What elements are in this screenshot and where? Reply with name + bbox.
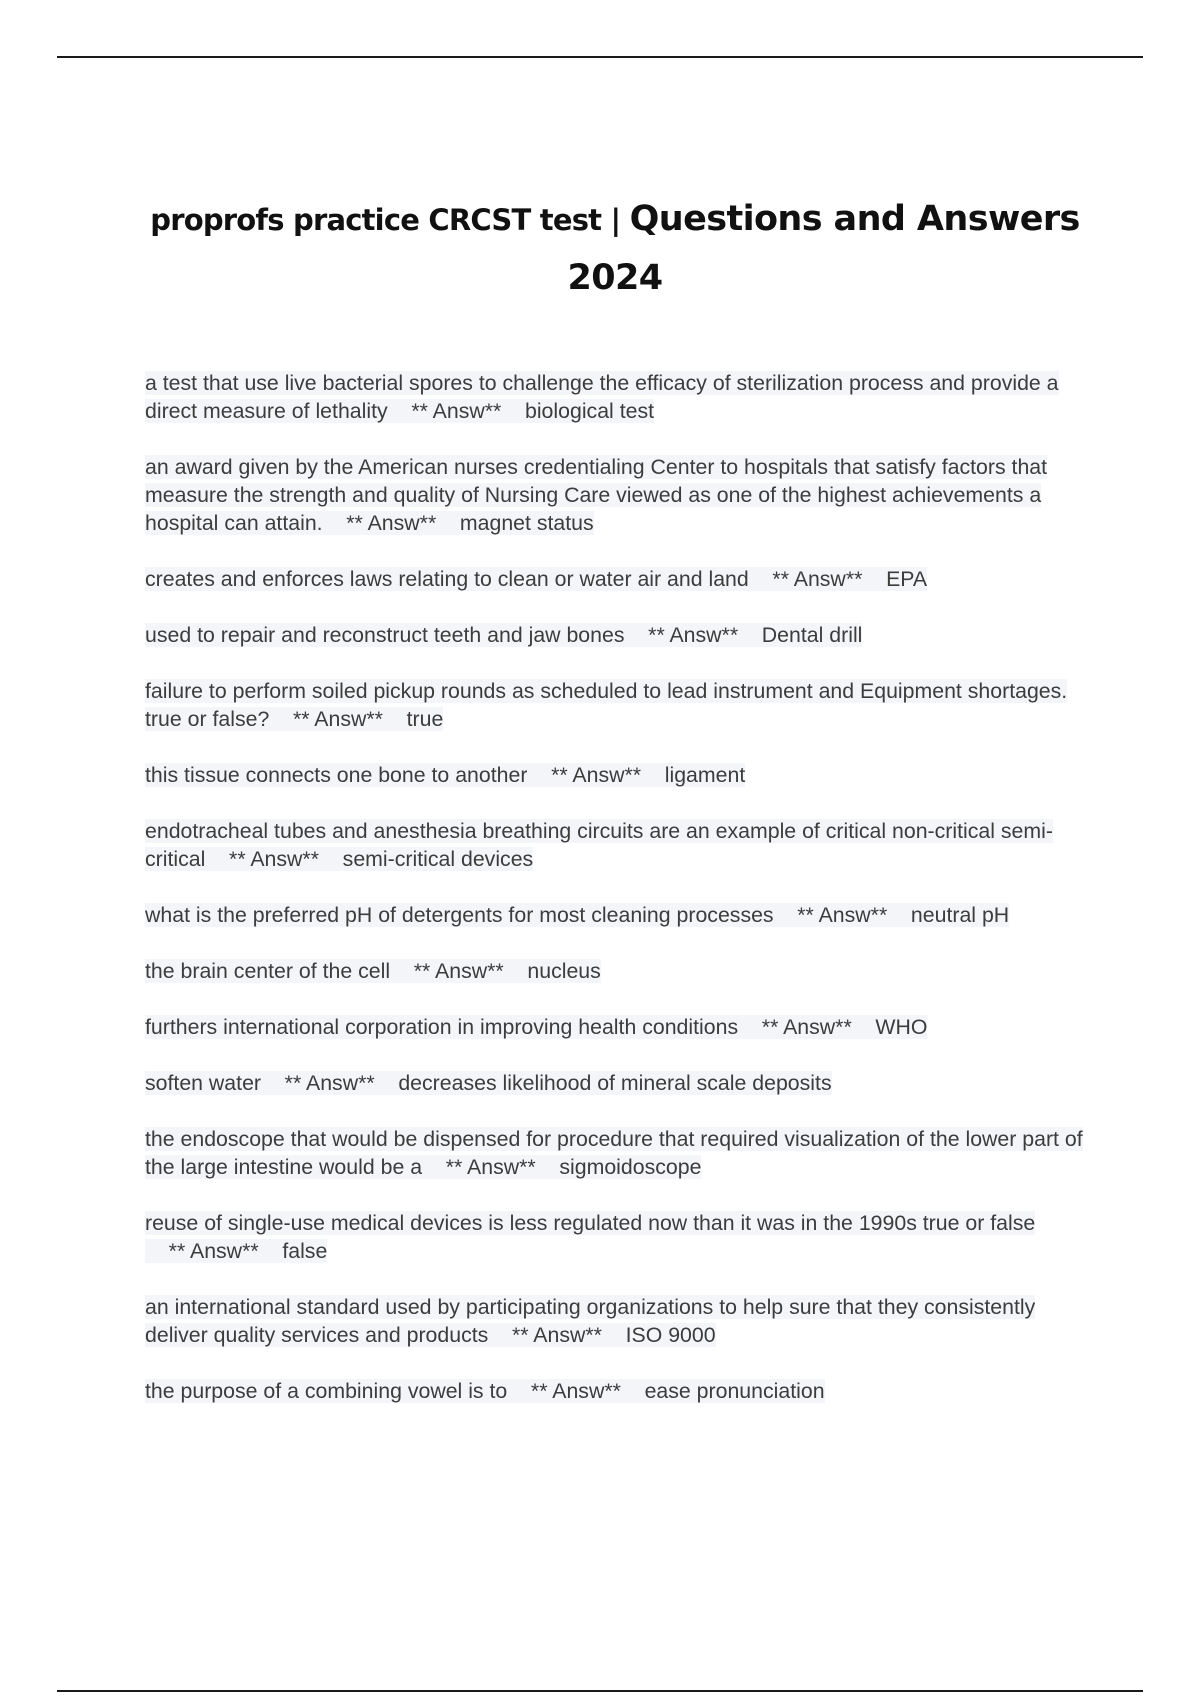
answer-text: EPA xyxy=(886,567,928,591)
answer-marker: ** Answ** xyxy=(387,399,525,423)
answer-marker: ** Answ** xyxy=(624,623,762,647)
qa-item xyxy=(145,677,1090,733)
answer-text: Dental drill xyxy=(761,623,863,647)
qa-item xyxy=(145,621,1090,649)
qa-item xyxy=(145,1377,1090,1405)
answer-marker: ** Answ** xyxy=(269,707,407,731)
answer-text: true xyxy=(406,707,444,731)
question-text: furthers international corporation in improving health conditions xyxy=(145,1015,739,1039)
answer-text: ISO 9000 xyxy=(625,1323,716,1347)
answer-marker: ** Answ** xyxy=(507,1379,645,1403)
question-text: endotracheal tubes and anesthesia breathing circuits are an example of critical non-critical semi-critical xyxy=(145,819,1053,871)
title-suffix: Questions and Answers 2024 xyxy=(567,199,1080,298)
answer-text: sigmoidoscope xyxy=(559,1155,702,1179)
answer-text: neutral pH xyxy=(910,903,1010,927)
qa-item xyxy=(145,1209,1090,1265)
question-text: reuse of single-use medical devices is less regulated now than it was in the 1990s true or false xyxy=(145,1211,1036,1235)
answer-marker: ** Answ** xyxy=(748,567,887,591)
answer-text: ligament xyxy=(664,763,746,787)
qa-item xyxy=(145,1293,1090,1349)
answer-marker: ** Answ** xyxy=(322,511,460,535)
qa-item xyxy=(145,1013,1090,1041)
qa-item xyxy=(145,901,1090,929)
question-text: creates and enforces laws relating to clean or water air and land xyxy=(145,567,749,591)
answer-text: ease pronunciation xyxy=(644,1379,825,1403)
answer-text: decreases likelihood of mineral scale deposits xyxy=(398,1071,832,1095)
question-text: soften water xyxy=(145,1071,262,1095)
qa-item xyxy=(145,817,1090,873)
question-text: used to repair and reconstruct teeth and jaw bones xyxy=(145,623,625,647)
answer-text: magnet status xyxy=(459,511,594,535)
question-text: what is the preferred pH of detergents for most cleaning processes xyxy=(145,903,774,927)
qa-item xyxy=(145,453,1090,537)
answer-marker: ** Answ** xyxy=(422,1155,560,1179)
answer-marker: ** Answ** xyxy=(390,959,528,983)
answer-text: nucleus xyxy=(527,959,601,983)
answer-marker: ** Answ** xyxy=(738,1015,876,1039)
question-text: an international standard used by participating organizations to help sure that they consistently deliver quality services and products xyxy=(145,1295,1036,1347)
answer-marker: ** Answ** xyxy=(773,903,911,927)
qa-item xyxy=(145,1125,1090,1181)
question-text: failure to perform soiled pickup rounds as scheduled to lead instrument and Equipment shortages. true or false? xyxy=(145,679,1068,731)
qa-item xyxy=(145,1069,1090,1097)
title-prefix: proprofs practice CRCST test | xyxy=(150,203,630,237)
document-title xyxy=(120,190,1110,307)
question-text: this tissue connects one bone to another xyxy=(145,763,528,787)
question-text: the endoscope that would be dispensed for procedure that required visualization of the lower part of the large intestine would be a xyxy=(145,1127,1083,1179)
top-rule xyxy=(57,56,1143,58)
answer-marker: ** Answ** xyxy=(527,763,665,787)
answer-text: biological test xyxy=(524,399,655,423)
question-text: a test that use live bacterial spores to challenge the efficacy of sterilization process and provide a direct measure of lethality xyxy=(145,371,1059,423)
qa-item xyxy=(145,369,1090,425)
qa-item xyxy=(145,761,1090,789)
question-text: the brain center of the cell xyxy=(145,959,391,983)
answer-marker: ** Answ** xyxy=(488,1323,626,1347)
question-text: the purpose of a combining vowel is to xyxy=(145,1379,508,1403)
qa-item xyxy=(145,957,1090,985)
qa-item xyxy=(145,565,1090,593)
answer-text: semi-critical devices xyxy=(342,847,534,871)
bottom-rule xyxy=(57,1690,1143,1692)
qa-list xyxy=(145,369,1090,1433)
answer-marker: ** Answ** xyxy=(261,1071,399,1095)
answer-text: false xyxy=(282,1239,328,1263)
answer-marker: ** Answ** xyxy=(205,847,343,871)
answer-text: WHO xyxy=(875,1015,928,1039)
question-text: an award given by the American nurses credentialing Center to hospitals that satisfy factors that measure the strength and quality of Nursing Care viewed as one of the highest achievements a hospital can attain. xyxy=(145,455,1048,535)
answer-marker: ** Answ** xyxy=(145,1239,283,1263)
